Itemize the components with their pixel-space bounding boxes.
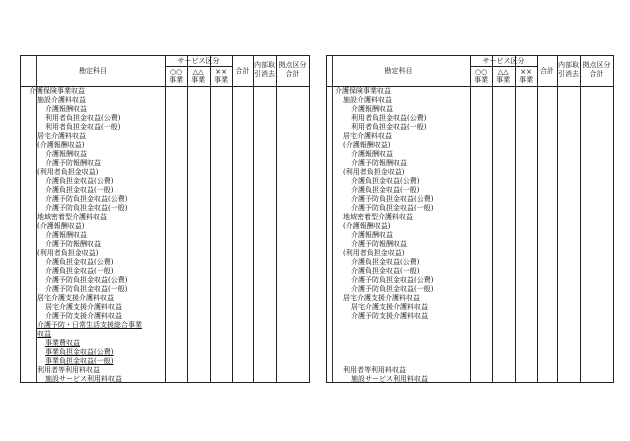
account-label: 利用者負担金収益(公費) <box>45 114 121 122</box>
account-row <box>351 114 426 123</box>
account-row <box>37 366 100 375</box>
account-label: (利用者負担金収益) <box>343 249 405 257</box>
account-label: (介護報酬収益) <box>37 141 85 149</box>
total-header: 合計 <box>235 67 250 75</box>
account-row <box>37 249 98 258</box>
account-label: (介護報酬収益) <box>37 222 85 230</box>
account-label: 利用者負担金収益(公費) <box>351 114 427 122</box>
column-divider <box>187 56 188 382</box>
column-divider <box>165 56 166 382</box>
account-label: 施設介護料収益 <box>343 96 392 104</box>
account-label: 介護予防支援介護料収益 <box>45 312 122 320</box>
account-label: 介護予防負担金収益(一般) <box>351 285 434 293</box>
account-row <box>343 249 404 258</box>
column-divider <box>492 56 493 382</box>
account-label: 利用者等利用料収益 <box>343 366 406 374</box>
account-label: (利用者負担金収益) <box>343 168 405 176</box>
column-divider <box>470 56 471 382</box>
account-row <box>45 285 127 294</box>
account-label: 施設介護料収益 <box>37 96 86 104</box>
account-label: 介護保険事業収益 <box>29 87 85 95</box>
account-row <box>351 231 393 240</box>
account-row <box>343 141 390 150</box>
account-row <box>351 267 419 276</box>
account-row <box>45 357 113 366</box>
account-label: 事業負担金収益(一般) <box>45 357 114 365</box>
account-label: 介護負担金収益(一般) <box>351 186 420 194</box>
account-label: 介護負担金収益(一般) <box>45 267 114 275</box>
account-label: 地域密着型介護料収益 <box>343 213 413 221</box>
account-row <box>45 105 87 114</box>
account-row <box>343 222 390 231</box>
account-label: 介護予防支援介護料収益 <box>351 312 428 320</box>
account-row <box>45 267 113 276</box>
col3-header-bottom: 事業 <box>519 76 534 84</box>
account-label: 介護保険事業収益 <box>335 87 391 95</box>
account-row <box>45 339 80 348</box>
service-group-header: サービス区分 <box>177 57 220 65</box>
account-row <box>37 96 86 105</box>
account-label: 介護報酬収益 <box>351 105 393 113</box>
col3-header-bottom: 事業 <box>214 76 229 84</box>
account-header: 勘定科目 <box>79 67 107 75</box>
account-row <box>351 258 419 267</box>
account-label: 介護予防負担金収益(一般) <box>45 204 128 212</box>
account-row <box>37 213 107 222</box>
account-label: 介護負担金収益(公費) <box>351 177 420 185</box>
account-row <box>45 312 122 321</box>
account-row <box>45 159 101 168</box>
column-divider <box>232 56 233 382</box>
account-label: 居宅介護料収益 <box>37 132 86 140</box>
account-label: 介護予防負担金収益(一般) <box>351 204 434 212</box>
account-label: 介護負担金収益(公費) <box>45 258 114 266</box>
col3-header-top: ×× <box>215 68 228 76</box>
account-label: 介護予防負担金収益(一般) <box>45 285 128 293</box>
account-label: 介護報酬収益 <box>45 105 87 113</box>
account-row <box>351 186 419 195</box>
account-row <box>45 276 127 285</box>
account-row <box>45 303 122 312</box>
account-row <box>45 195 127 204</box>
account-label: 居宅介護支援介護料収益 <box>343 294 420 302</box>
account-label: 施設サービス利用料収益 <box>45 375 122 383</box>
account-label: 介護予防負担金収益(公費) <box>45 276 128 284</box>
column-divider <box>210 56 211 382</box>
account-row <box>351 375 428 384</box>
account-row <box>37 294 114 303</box>
ledger-table-right <box>326 55 614 383</box>
col2-header-bottom: 事業 <box>496 76 511 84</box>
account-row <box>351 276 433 285</box>
center-total-header-top: 拠点区分 <box>582 61 611 69</box>
account-label: 介護負担金収益(一般) <box>351 267 420 275</box>
account-label: 介護予防・日常生活支援総合事業 <box>37 321 142 329</box>
account-row <box>45 186 113 195</box>
column-divider <box>580 56 581 382</box>
account-row <box>45 177 113 186</box>
account-label: 居宅介護支援介護料収益 <box>37 294 114 302</box>
internal-elim-header-top: 内部取 <box>254 61 275 69</box>
account-row <box>45 150 87 159</box>
account-row <box>351 312 428 321</box>
account-header: 勘定科目 <box>384 67 413 75</box>
account-row <box>351 159 407 168</box>
account-label: 介護予防報酬収益 <box>45 240 101 248</box>
col2-header-bottom: 事業 <box>191 76 206 84</box>
account-label: 利用者等利用料収益 <box>37 366 100 374</box>
column-divider <box>515 56 516 382</box>
account-row <box>37 321 142 330</box>
center-total-header-bottom: 合計 <box>285 70 300 78</box>
account-row <box>343 294 420 303</box>
column-divider <box>253 56 254 382</box>
col1-header-top: ○○ <box>170 68 183 76</box>
account-row <box>343 96 392 105</box>
account-row <box>45 114 120 123</box>
account-row <box>351 204 433 213</box>
account-label: 介護予防報酬収益 <box>45 159 101 167</box>
account-row <box>45 375 122 384</box>
account-row <box>351 150 393 159</box>
account-row <box>351 177 419 186</box>
account-label: 介護報酬収益 <box>351 150 393 158</box>
column-divider <box>537 56 538 382</box>
ledger-table-left <box>20 55 310 383</box>
account-row <box>37 222 84 231</box>
account-label: 地域密着型介護料収益 <box>37 213 107 221</box>
account-label: 事業負担金収益(公費) <box>45 348 114 356</box>
col1-header-bottom: 事業 <box>474 76 489 84</box>
account-row <box>351 105 393 114</box>
col3-header-top: ×× <box>520 68 533 76</box>
account-label: 利用者負担金収益(一般) <box>45 123 121 131</box>
account-row <box>45 204 127 213</box>
account-label: (利用者負担金収益) <box>37 168 99 176</box>
account-label: 介護負担金収益(一般) <box>45 186 114 194</box>
account-label: (介護報酬収益) <box>343 141 391 149</box>
column-divider <box>276 56 277 382</box>
account-row <box>351 240 407 249</box>
account-row <box>343 213 413 222</box>
service-group-underline <box>470 66 537 67</box>
account-label: (介護報酬収益) <box>343 222 391 230</box>
account-row <box>45 258 113 267</box>
account-row <box>37 141 84 150</box>
account-label: 介護負担金収益(公費) <box>45 177 114 185</box>
service-group-header: サービス区分 <box>482 57 525 65</box>
account-label: 事業費収益 <box>45 339 80 347</box>
service-group-underline <box>165 66 232 67</box>
account-row <box>37 168 98 177</box>
col1-header-top: ○○ <box>475 68 488 76</box>
account-row <box>29 87 85 96</box>
account-label: 介護報酬収益 <box>45 150 87 158</box>
account-row <box>351 123 426 132</box>
account-label: 居宅介護支援介護料収益 <box>351 303 428 311</box>
account-row <box>343 132 392 141</box>
account-row <box>37 330 51 339</box>
total-header: 合計 <box>540 67 554 75</box>
account-label: 介護予防負担金収益(公費) <box>351 276 434 284</box>
account-row <box>45 348 113 357</box>
col2-header-top: △△ <box>497 68 509 76</box>
account-label: 利用者負担金収益(一般) <box>351 123 427 131</box>
account-label: 居宅介護料収益 <box>343 132 392 140</box>
internal-elim-header-bottom: 引消去 <box>254 70 275 78</box>
account-label: 施設サービス利用料収益 <box>351 375 428 383</box>
internal-elim-header-top: 内部取 <box>558 61 579 69</box>
account-row <box>351 303 428 312</box>
col1-header-bottom: 事業 <box>169 76 184 84</box>
internal-elim-header-bottom: 引消去 <box>558 70 579 78</box>
account-row <box>37 132 86 141</box>
account-label: 収益 <box>37 330 51 338</box>
account-label: 介護予防報酬収益 <box>351 159 407 167</box>
account-row <box>335 87 391 96</box>
account-row <box>343 366 406 375</box>
account-row <box>45 123 120 132</box>
account-label: 介護報酬収益 <box>351 231 393 239</box>
account-row <box>351 195 433 204</box>
account-label: 介護報酬収益 <box>45 231 87 239</box>
account-row <box>351 285 433 294</box>
col2-header-top: △△ <box>192 68 204 76</box>
center-total-header-top: 拠点区分 <box>278 61 307 69</box>
account-label: 介護予防負担金収益(公費) <box>351 195 434 203</box>
account-label: 居宅介護支援介護料収益 <box>45 303 122 311</box>
center-total-header-bottom: 合計 <box>589 70 604 78</box>
account-label: 介護予防報酬収益 <box>351 240 407 248</box>
account-label: 介護負担金収益(公費) <box>351 258 420 266</box>
column-divider <box>557 56 558 382</box>
account-row <box>343 168 404 177</box>
account-row <box>45 240 101 249</box>
account-label: 介護予防負担金収益(公費) <box>45 195 128 203</box>
account-row <box>45 231 87 240</box>
account-label: (利用者負担金収益) <box>37 249 99 257</box>
